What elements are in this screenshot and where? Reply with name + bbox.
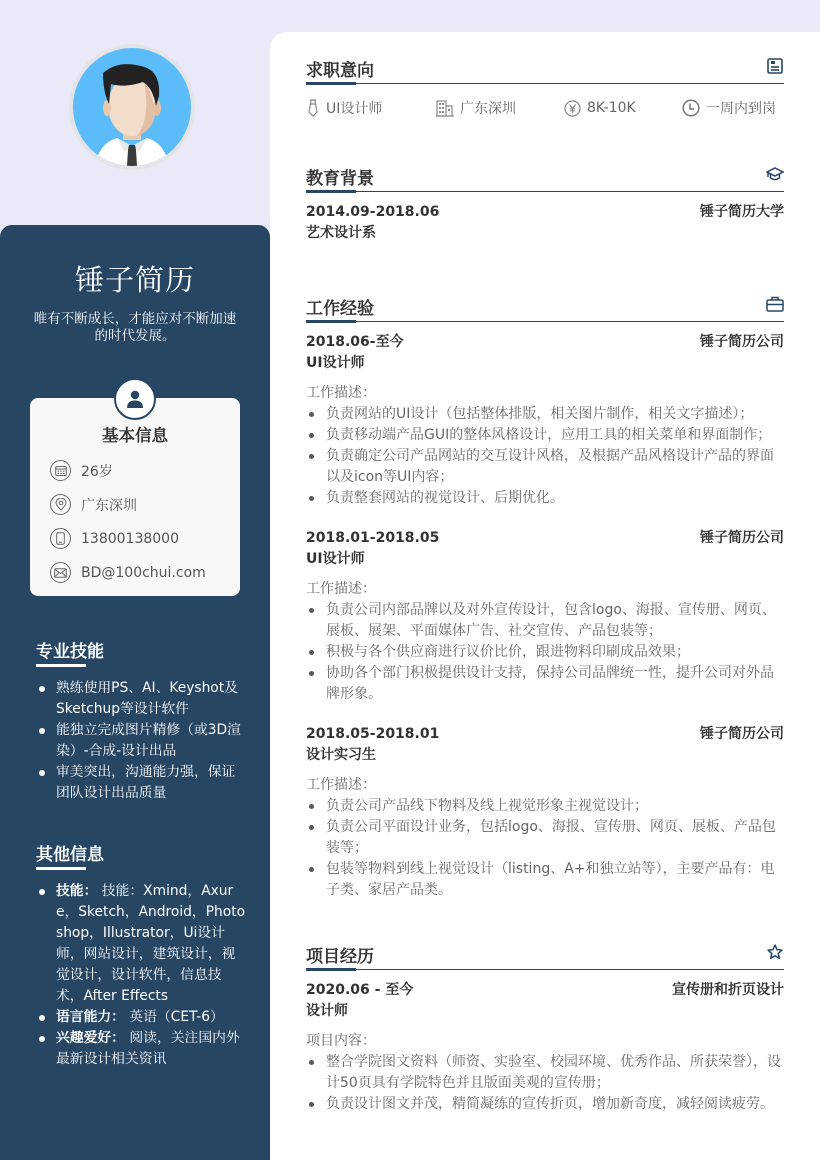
project-entry: 2020.06 - 至今 宣传册和折页设计 设计师 项目内容： 整合学院图文资料（师资、实验室、校园环境、优秀作品、所获荣誉），设计50页具有学院特色并且版面美观的宣传册； 负责设计图文并茂，精简凝练的宣传折页，增加新奇度，减轻阅读疲劳。 xyxy=(306,979,784,1115)
motto: 唯有不断成长，才能应对不断加速的时代发展。 xyxy=(33,311,237,344)
work-entry: 2018.05-2018.01 锤子简历公司 设计实习生 工作描述： 负责公司产品线下物料及线上视觉形象主视觉设计； 负责公司平面设计业务，包括logo、海报、宣传册、网页、展板、产品包装等； 包装等物料到线上视觉设计（listing、A+和独立站等），主要产品有：电子类、家居产品类。 xyxy=(306,723,784,901)
tie-icon xyxy=(306,99,320,117)
avatar xyxy=(69,44,195,170)
user-icon xyxy=(125,389,145,409)
candidate-name: 锤子简历 xyxy=(74,263,195,297)
building-icon xyxy=(436,99,454,117)
clock-icon xyxy=(682,99,700,117)
skills-title: 专业技能 xyxy=(36,637,246,667)
other-info-title: 其他信息 xyxy=(36,840,246,870)
avatar-illustration xyxy=(73,48,191,166)
info-phone: 13800138000 xyxy=(50,528,179,549)
education-entry: 2014.09-2018.06 锤子简历大学 艺术设计系 xyxy=(306,204,784,241)
education-section xyxy=(306,164,784,243)
resume-icon xyxy=(766,57,784,75)
location-icon xyxy=(50,494,71,515)
intent-position: UI设计师 xyxy=(306,98,436,118)
projects-title: 项目经历 xyxy=(306,942,374,967)
sidebar xyxy=(0,225,270,1160)
job-intent-title: 求职意向 xyxy=(306,56,374,81)
phone-icon xyxy=(50,528,71,549)
yen-icon xyxy=(564,100,581,117)
skill-item: 审美突出，沟通能力强，保证团队设计出品质量 xyxy=(36,762,246,804)
star-icon xyxy=(766,943,784,961)
other-info-section xyxy=(36,840,246,1070)
skill-item: 熟练使用PS、AI、Keyshot及Sketchup等设计软件 xyxy=(36,678,246,720)
work-section xyxy=(306,294,784,901)
briefcase-icon xyxy=(766,295,784,313)
info-email: BD@100chui.com xyxy=(50,562,206,583)
user-badge xyxy=(114,378,156,420)
other-info-item: 技能： 技能：Xmind，Axure，Sketch，Android，Photoshop，Illustrator，Ui设计师，网站设计，建筑设计，视觉设计，设计软件，信息技术，After Effects xyxy=(36,881,246,1007)
mail-icon xyxy=(50,562,71,583)
calendar-icon xyxy=(50,460,71,481)
education-title: 教育背景 xyxy=(306,164,374,189)
work-entry: 2018.01-2018.05 锤子简历公司 UI设计师 工作描述： 负责公司内部品牌以及对外宣传设计，包含logo、海报、宣传册、网页、展板、展架、平面媒体广告、社交宣传、产品包装等； 积极与各个供应商进行议价比价，跟进物料印刷成品效果； 协助各个部门积极提供设计支持，保持公司品牌统一性，提升公司对外品牌形象。 xyxy=(306,527,784,705)
info-age: 26岁 xyxy=(50,460,113,481)
basic-info-card xyxy=(30,398,240,596)
intent-city: 广东深圳 xyxy=(436,98,564,118)
work-title: 工作经验 xyxy=(306,294,374,319)
skill-item: 能独立完成图片精修（或3D渲染）-合成-设计出品 xyxy=(36,720,246,762)
info-location: 广东深圳 xyxy=(50,494,137,515)
intent-salary: 8K-10K xyxy=(564,98,682,118)
graduation-cap-icon xyxy=(766,165,784,183)
basic-info-title: 基本信息 xyxy=(102,426,168,445)
job-intent-section xyxy=(306,56,784,118)
work-entry: 2018.06-至今 锤子简历公司 UI设计师 工作描述： 负责网站的UI设计（包括整体排版，相关图片制作，相关文字描述）； 负责移动端产品GUI的整体风格设计，应用工具的相关菜单和界面制作； 负责确定公司产品网站的交互设计风格，及根据产品风格设计产品的界面以及icon等UI内容； 负责整套网站的视觉设计、后期优化。 xyxy=(306,331,784,509)
projects-section xyxy=(306,942,784,1115)
intent-availability: 一周内到岗 xyxy=(682,98,776,118)
other-info-item: 语言能力： 英语（CET-6） xyxy=(36,1007,246,1028)
other-info-item: 兴趣爱好： 阅读，关注国内外最新设计相关资讯 xyxy=(36,1028,246,1070)
skills-section xyxy=(36,637,246,804)
main-content xyxy=(270,32,820,1160)
